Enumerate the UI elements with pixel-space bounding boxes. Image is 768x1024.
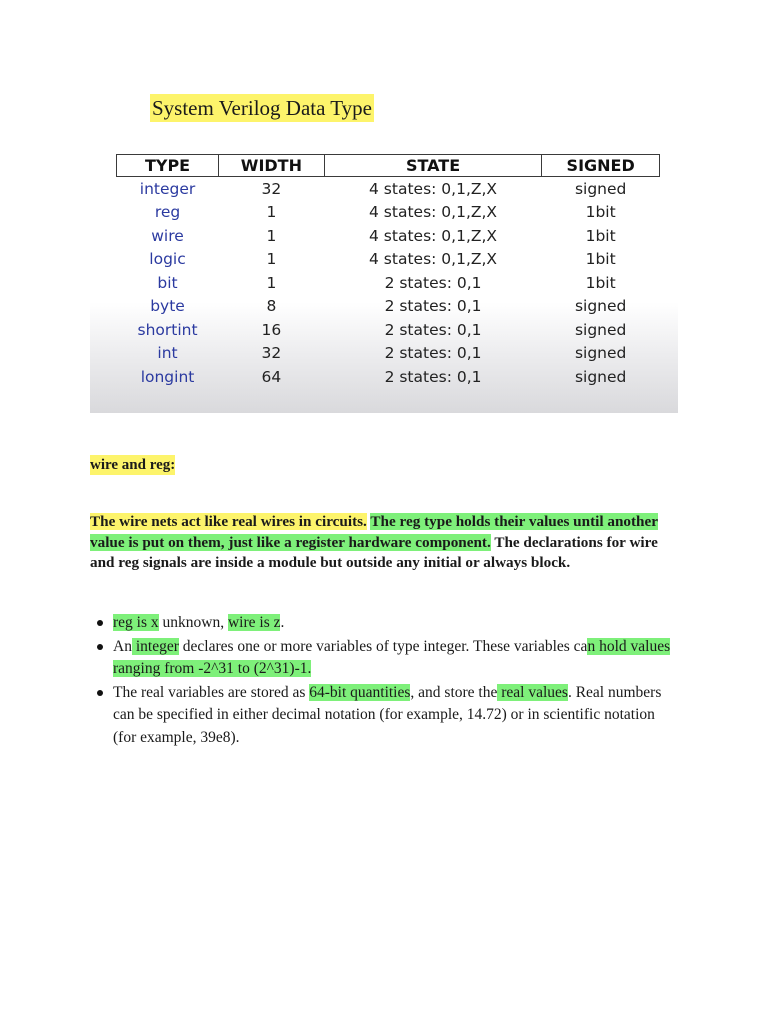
signed-cell: signed xyxy=(574,179,627,198)
data-type-table-image xyxy=(90,150,678,413)
bullet1-hl1: reg is x xyxy=(113,614,159,631)
signed-cell: signed xyxy=(574,297,627,316)
header-type: TYPE xyxy=(117,155,219,177)
type-cell: bit xyxy=(157,273,178,292)
width-cell: 32 xyxy=(261,344,282,363)
bullet-list xyxy=(113,612,673,750)
type-cell: int xyxy=(157,344,178,363)
state-cell: 2 states: 0,1 xyxy=(384,344,482,363)
type-cell: byte xyxy=(150,297,185,316)
width-cell: 1 xyxy=(266,226,277,245)
state-cell: 4 states: 0,1,Z,X xyxy=(369,179,498,198)
signed-cell: 1bit xyxy=(585,250,616,269)
type-cell: wire xyxy=(151,226,184,245)
signed-cell: signed xyxy=(574,320,627,339)
state-cell: 2 states: 0,1 xyxy=(384,320,482,339)
table-row xyxy=(117,318,660,342)
width-cell: 1 xyxy=(266,273,277,292)
bullet2-hl1: integer xyxy=(131,637,179,655)
table-row xyxy=(117,271,660,295)
bullet1-text1: unknown, xyxy=(158,614,228,631)
table-row xyxy=(117,201,660,225)
state-cell: 4 states: 0,1,Z,X xyxy=(369,203,498,222)
width-cell: 1 xyxy=(266,250,277,269)
bullet1-hl2: wire is z xyxy=(227,614,281,631)
bullet2-text0: An xyxy=(113,637,132,655)
bullet1-text2: . xyxy=(280,614,285,631)
signed-cell: 1bit xyxy=(585,203,616,222)
bullet3-text2: . Real numbers can be specified in either decimal notation (for example, 14.72) or in scientific notation (for example, 39e8). xyxy=(113,683,662,746)
type-cell: reg xyxy=(154,203,181,222)
width-cell: 64 xyxy=(261,367,282,386)
width-cell: 1 xyxy=(266,203,277,222)
table-row xyxy=(117,177,660,201)
data-type-table xyxy=(116,154,660,389)
list-item xyxy=(113,682,673,750)
state-cell: 2 states: 0,1 xyxy=(384,297,482,316)
bullet3-text1: , and store the xyxy=(410,683,498,701)
header-width: WIDTH xyxy=(219,155,325,177)
page-title: System Verilog Data Type xyxy=(152,96,372,120)
list-item xyxy=(113,612,673,635)
bullet3-hl1: 64-bit quantities xyxy=(309,683,411,701)
width-cell: 16 xyxy=(261,320,282,339)
signed-cell: 1bit xyxy=(585,273,616,292)
state-cell: 4 states: 0,1,Z,X xyxy=(369,250,498,269)
type-cell: longint xyxy=(140,367,195,386)
wire-reg-paragraph xyxy=(90,512,680,574)
table-row xyxy=(117,295,660,319)
header-signed: SIGNED xyxy=(542,155,660,177)
signed-cell: signed xyxy=(574,344,627,363)
type-cell: logic xyxy=(149,250,186,269)
section-heading: wire and reg: xyxy=(90,457,176,473)
type-cell: integer xyxy=(139,179,196,198)
table-header-row xyxy=(117,155,660,177)
type-cell: shortint xyxy=(137,320,198,339)
para-part2: The reg type holds their values until another value is put on them, just like a register hardware component. xyxy=(90,513,658,551)
width-cell: 8 xyxy=(266,297,277,316)
bullet2-text1: declares one or more variables of type integer. These variables ca xyxy=(178,637,588,655)
signed-cell: 1bit xyxy=(585,226,616,245)
signed-cell: signed xyxy=(574,367,627,386)
bullet3-text0: The real variables are stored as xyxy=(113,683,310,701)
para-part1: The wire nets act like real wires in circuits. xyxy=(90,513,367,530)
state-cell: 2 states: 0,1 xyxy=(384,273,482,292)
para-part3: The declarations for wire and reg signals are inside a module but outside any initial or always block. xyxy=(90,533,658,571)
bullet3-hl2: real values xyxy=(497,683,568,701)
width-cell: 32 xyxy=(261,179,282,198)
table-row xyxy=(117,224,660,248)
header-state: STATE xyxy=(324,155,542,177)
state-cell: 2 states: 0,1 xyxy=(384,367,482,386)
state-cell: 4 states: 0,1,Z,X xyxy=(369,226,498,245)
bullet2-hl2: n hold values ranging from -2^31 to (2^31)-1. xyxy=(113,637,671,677)
table-row xyxy=(117,248,660,272)
table-row xyxy=(117,342,660,366)
table-row xyxy=(117,365,660,389)
list-item xyxy=(113,636,673,681)
